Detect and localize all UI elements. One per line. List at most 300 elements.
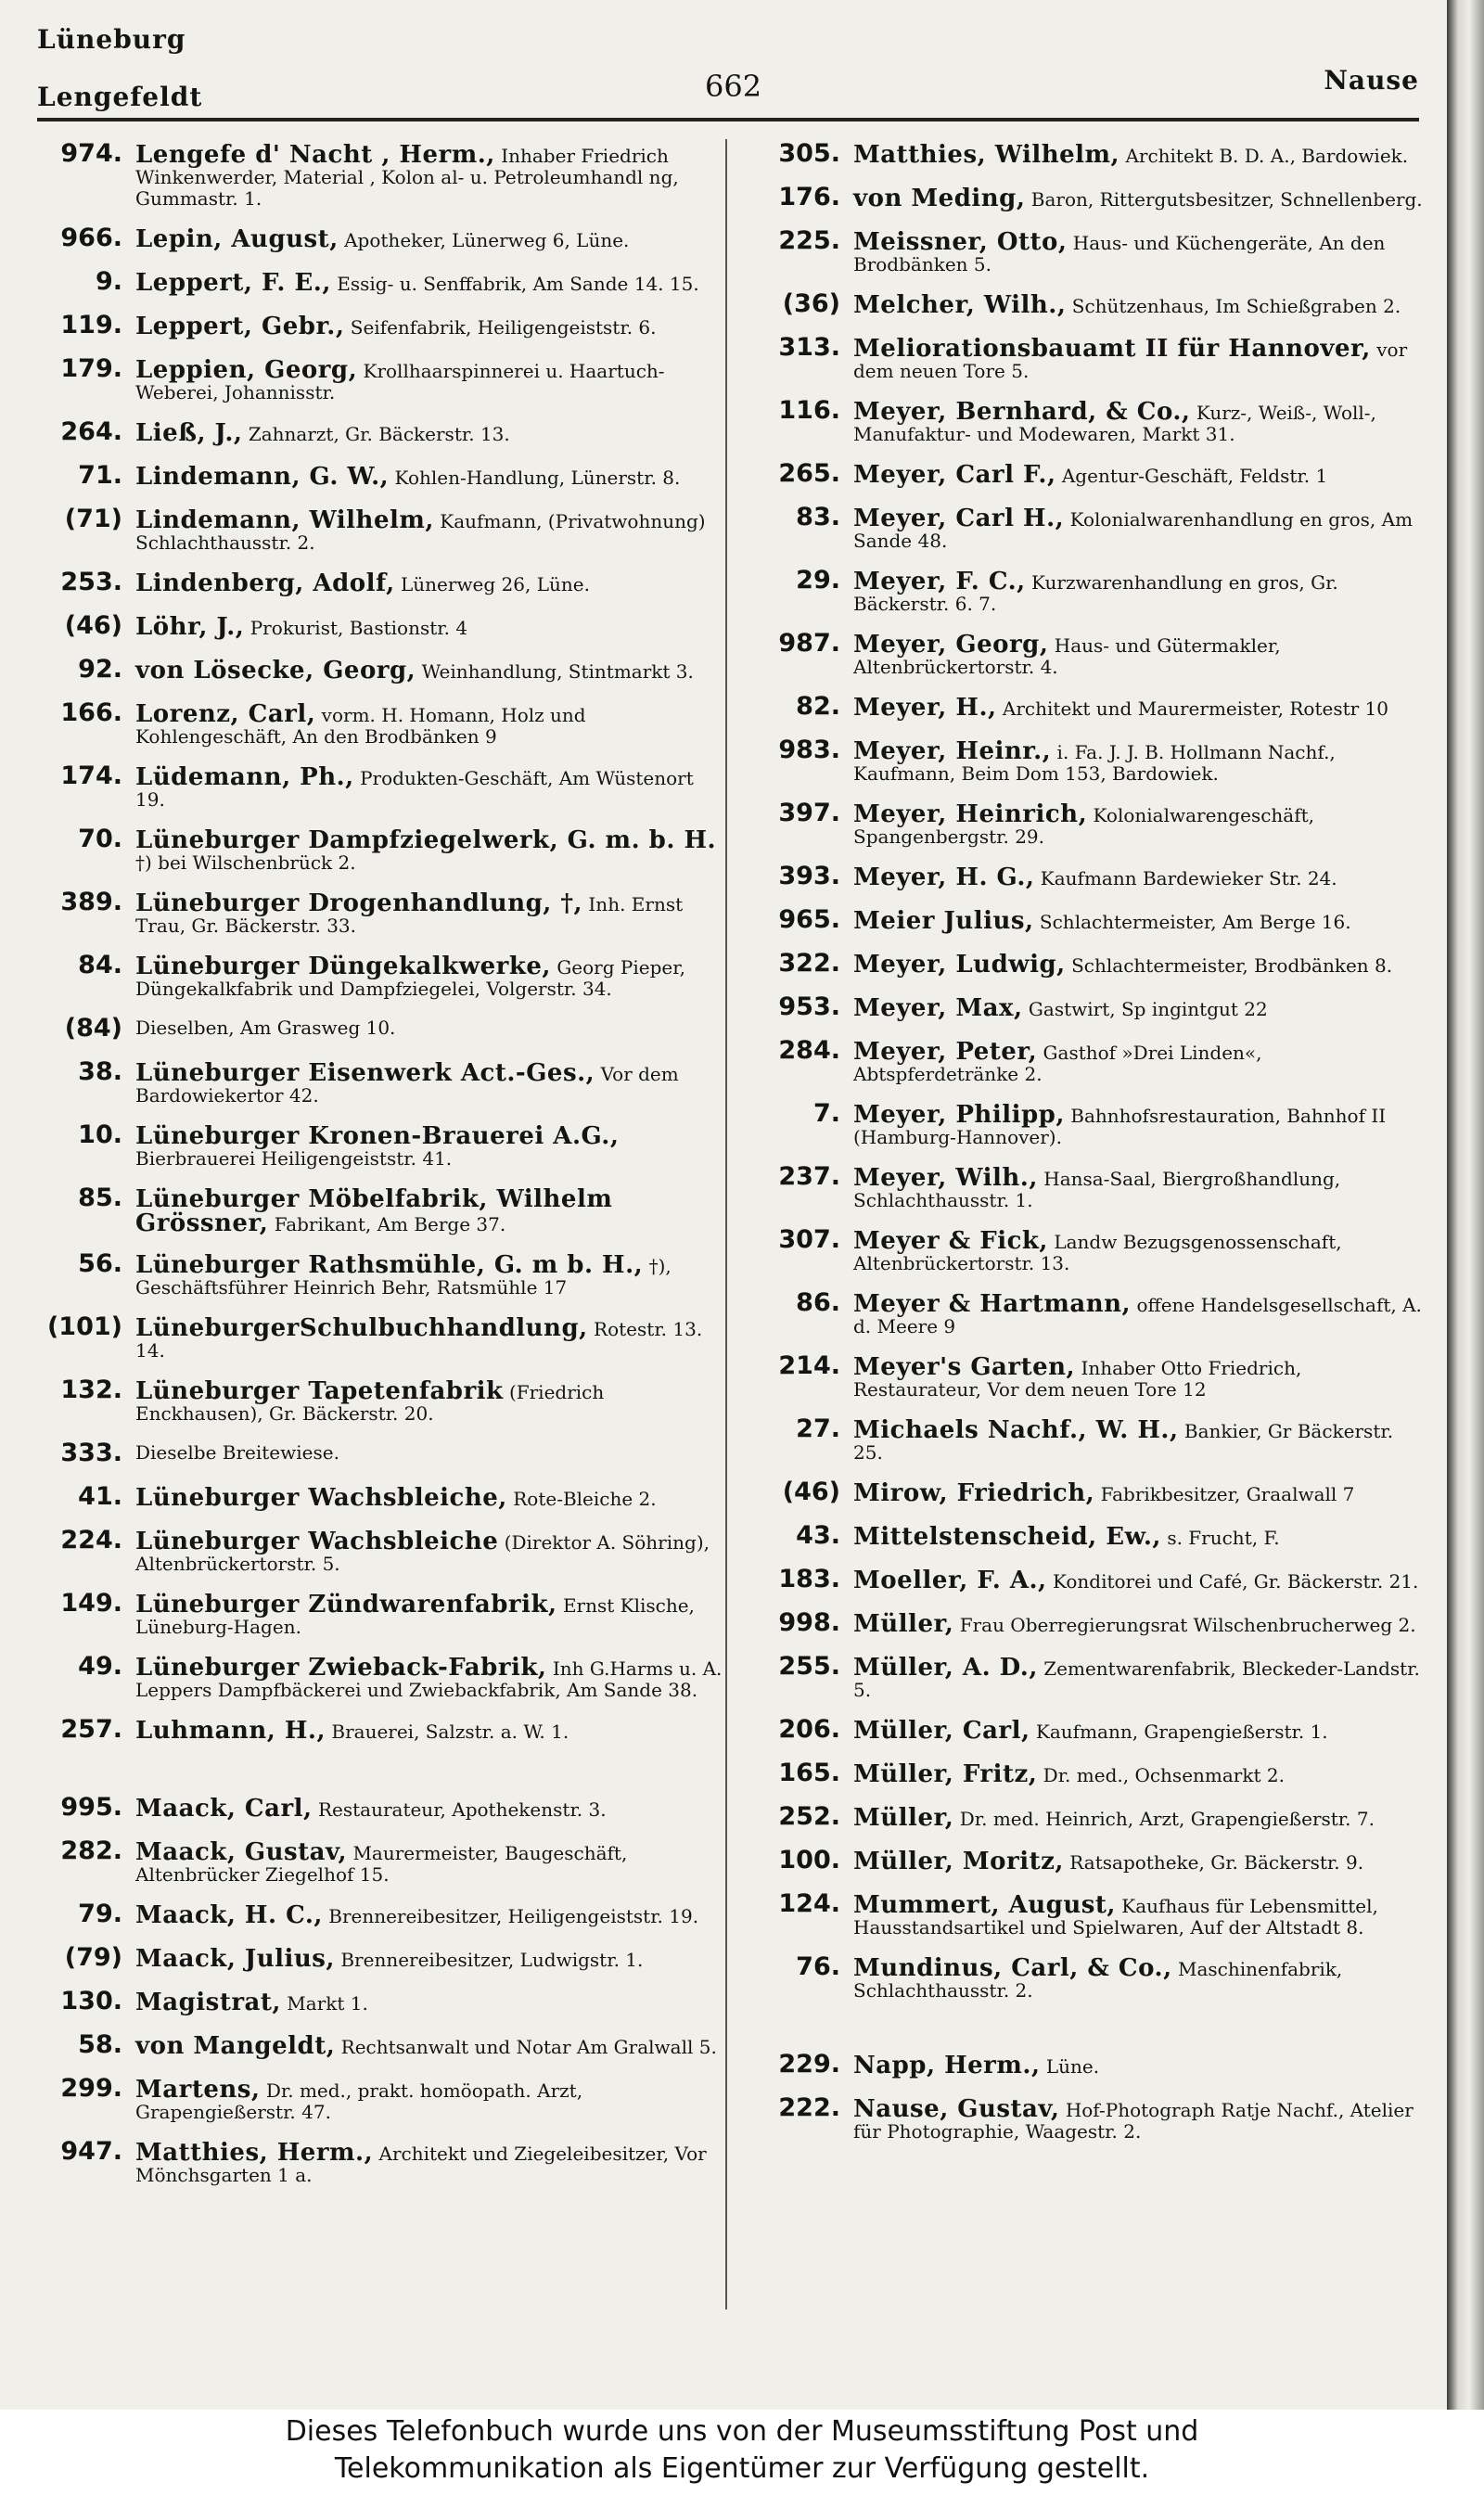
directory-entry bbox=[749, 503, 1426, 552]
entry-name: Meyer, Wilh., bbox=[853, 1164, 1038, 1192]
directory-entry bbox=[37, 1652, 723, 1701]
entry-details: Lüne. bbox=[1045, 2055, 1100, 2078]
entry-body bbox=[135, 825, 723, 874]
entry-details: Brennereibesitzer, Ludwigstr. 1. bbox=[340, 1949, 644, 1971]
entry-name: von Meding, bbox=[853, 185, 1026, 212]
directory-entry bbox=[749, 1565, 1426, 1594]
phone-number: 224. bbox=[60, 1526, 122, 1555]
entry-name: Maack, Gustav, bbox=[135, 1838, 348, 1866]
entry-name: Leppert, F. E., bbox=[135, 269, 331, 297]
entry-name: Lüneburger Eisenwerk Act.-Ges., bbox=[135, 1059, 595, 1087]
entry-body bbox=[853, 1099, 1426, 1148]
entry-body bbox=[853, 629, 1426, 678]
phone-number: 56. bbox=[78, 1249, 122, 1278]
entry-body bbox=[135, 1482, 723, 1510]
directory-entry bbox=[37, 655, 723, 685]
entry-details: Kaufhaus für Lebensmittel, Hausstandsartikel und Spielwaren, Auf der Altstadt 8. bbox=[853, 1895, 1378, 1938]
phone-number: (46) bbox=[782, 1478, 840, 1506]
entry-body bbox=[853, 1652, 1426, 1701]
phone-number: 974. bbox=[60, 139, 122, 168]
directory-entry bbox=[749, 862, 1426, 891]
directory-entry bbox=[749, 1288, 1426, 1337]
directory-entry bbox=[37, 761, 723, 811]
directory-entry bbox=[749, 1802, 1426, 1832]
entry-name: Meyer, Carl H., bbox=[853, 505, 1065, 532]
phone-number: 313. bbox=[778, 333, 840, 362]
entry-body bbox=[853, 799, 1426, 848]
entry-details: Inh G.Harms u. A. Leppers Dampfbäckerei und Zwiebackfabrik, Am Sande 38. bbox=[135, 1657, 723, 1701]
entry-name: Müller, A. D., bbox=[853, 1654, 1038, 1682]
footer-line-2: Telekommunikation als Eigentümer zur Verfügung gestellt. bbox=[334, 2452, 1150, 2485]
entry-body bbox=[853, 1288, 1426, 1337]
directory-entry bbox=[37, 1057, 723, 1107]
entry-name: Lüneburger Drogenhandlung, †, bbox=[135, 889, 583, 917]
entry-details: Bankier, Gr Bäckerstr. 25. bbox=[853, 1420, 1394, 1464]
entry-name: Lüneburger Rathsmühle, G. m b. H., bbox=[135, 1251, 644, 1279]
phone-number: 995. bbox=[60, 1793, 122, 1822]
entry-name: Löhr, J., bbox=[135, 613, 245, 641]
phone-number: 305. bbox=[778, 139, 840, 168]
directory-entry bbox=[749, 1225, 1426, 1274]
directory-entry bbox=[37, 1375, 723, 1425]
phone-number: 86. bbox=[796, 1288, 840, 1317]
entry-body bbox=[853, 1889, 1426, 1938]
phone-number: 130. bbox=[60, 1987, 122, 2015]
entry-body bbox=[853, 1225, 1426, 1274]
entry-details: Hof-Photograph Ratje Nachf., Atelier für Photographie, Waagestr. 2. bbox=[853, 2099, 1414, 2143]
directory-entry bbox=[37, 311, 723, 340]
entry-name: Lüneburger Wachsbleiche, bbox=[135, 1484, 507, 1512]
phone-number: 70. bbox=[78, 825, 122, 853]
entry-name: Lindenberg, Adolf, bbox=[135, 569, 395, 597]
footer-notice bbox=[0, 2410, 1484, 2495]
entry-body bbox=[135, 1057, 723, 1107]
phone-number: (84) bbox=[64, 1014, 122, 1043]
phone-number: 299. bbox=[60, 2074, 122, 2103]
directory-entry bbox=[749, 2050, 1426, 2079]
entry-body bbox=[853, 992, 1426, 1020]
entry-details: Dieselben, Am Grasweg 10. bbox=[135, 1017, 396, 1039]
entry-name: Michaels Nachf., W. H., bbox=[853, 1416, 1179, 1444]
entry-name: Lüdemann, Ph., bbox=[135, 763, 354, 791]
phone-number: 166. bbox=[60, 698, 122, 727]
entry-body bbox=[135, 139, 723, 210]
entry-name: Mundinus, Carl, & Co., bbox=[853, 1954, 1172, 1982]
directory-entry bbox=[37, 1184, 723, 1235]
entry-details: Maurermeister, Baugeschäft, Altenbrücker Ziegelhof 15. bbox=[135, 1842, 628, 1886]
phone-number: 38. bbox=[78, 1057, 122, 1086]
entry-name: Müller, bbox=[853, 1610, 954, 1638]
entry-name: Müller, bbox=[853, 1804, 954, 1832]
entry-name: Napp, Herm., bbox=[853, 2052, 1041, 2079]
entry-body bbox=[853, 1715, 1426, 1743]
entry-name: Müller, Carl, bbox=[853, 1717, 1030, 1745]
phone-number: (71) bbox=[64, 505, 122, 533]
entry-details: Zahnarzt, Gr. Bäckerstr. 13. bbox=[248, 423, 510, 445]
phone-number: (101) bbox=[46, 1312, 122, 1341]
city-heading: Lüneburg bbox=[37, 24, 186, 55]
entry-details: Inh. Ernst Trau, Gr. Bäckerstr. 33. bbox=[135, 893, 684, 937]
entry-name: Meyer, Heinrich, bbox=[853, 800, 1088, 828]
entry-details: Agentur-Geschäft, Feldstr. 1 bbox=[1061, 465, 1328, 487]
phone-number: 282. bbox=[60, 1836, 122, 1865]
entry-details: Inhaber Friedrich Winkenwerder, Material , Kolon al- u. Petroleumhandl ng, Gummastr. 1. bbox=[135, 145, 679, 210]
directory-entry bbox=[37, 461, 723, 491]
entry-name: Ließ, J., bbox=[135, 419, 243, 447]
directory-entry bbox=[749, 2093, 1426, 2143]
phone-number: 76. bbox=[796, 1952, 840, 1981]
entry-body bbox=[853, 566, 1426, 615]
entry-body bbox=[853, 1162, 1426, 1211]
directory-entry bbox=[749, 1162, 1426, 1211]
entry-name: Lüneburger Kronen-Brauerei A.G., bbox=[135, 1122, 620, 1150]
entry-details: Vor dem Bardowiekertor 42. bbox=[135, 1063, 679, 1107]
phone-number: 237. bbox=[778, 1162, 840, 1191]
phone-number: 229. bbox=[778, 2050, 840, 2079]
phone-number: 264. bbox=[60, 417, 122, 446]
entry-name: Lüneburger Dampfziegelwerk, G. m. b. H. bbox=[135, 826, 717, 854]
entry-details: Dr. med., prakt. homöopath. Arzt, Grapengießerstr. 47. bbox=[135, 2079, 583, 2123]
entry-details: Fabrikant, Am Berge 37. bbox=[274, 1213, 506, 1235]
entry-body bbox=[853, 289, 1426, 317]
directory-entry bbox=[37, 1120, 723, 1170]
entry-body bbox=[853, 1608, 1426, 1636]
directory-entry bbox=[37, 354, 723, 403]
phone-number: 100. bbox=[778, 1846, 840, 1874]
phone-number: 397. bbox=[778, 799, 840, 827]
entry-body bbox=[135, 354, 723, 403]
directory-entry bbox=[749, 1608, 1426, 1638]
directory-entry bbox=[749, 1759, 1426, 1788]
entry-details: Fabrikbesitzer, Graalwall 7 bbox=[1100, 1483, 1355, 1505]
entry-details: Zementwarenfabrik, Bleckeder-Landstr. 5. bbox=[853, 1657, 1420, 1701]
directory-entry bbox=[37, 1943, 723, 1973]
directory-entry bbox=[749, 799, 1426, 848]
entry-body bbox=[135, 1793, 723, 1821]
page-header bbox=[37, 24, 1419, 117]
directory-entry bbox=[37, 1715, 723, 1745]
phone-number: 252. bbox=[778, 1802, 840, 1831]
entry-body bbox=[853, 2050, 1426, 2078]
directory-entry bbox=[37, 505, 723, 554]
entry-name: Müller, Moritz, bbox=[853, 1848, 1064, 1875]
entry-body bbox=[853, 905, 1426, 933]
entry-name: Meyer & Hartmann, bbox=[853, 1290, 1132, 1318]
entry-name: Müller, Fritz, bbox=[853, 1760, 1038, 1788]
entry-body bbox=[853, 862, 1426, 889]
phone-number: 257. bbox=[60, 1715, 122, 1744]
directory-entry bbox=[749, 992, 1426, 1022]
entry-body bbox=[135, 951, 723, 1000]
phone-number: 92. bbox=[78, 655, 122, 684]
entry-body bbox=[853, 396, 1426, 445]
entry-body bbox=[853, 692, 1426, 720]
directory-entry bbox=[37, 2030, 723, 2060]
entry-details: Brennereibesitzer, Heiligengeiststr. 19. bbox=[328, 1905, 699, 1927]
entry-body bbox=[135, 1439, 723, 1464]
directory-entry bbox=[37, 1439, 723, 1468]
entry-name: Meyer, F. C., bbox=[853, 568, 1026, 595]
entry-name: Meier Julius, bbox=[853, 907, 1034, 935]
phone-number: 307. bbox=[778, 1225, 840, 1254]
phone-number: 389. bbox=[60, 888, 122, 916]
entry-details: †), Geschäftsführer Heinrich Behr, Ratsmühle 17 bbox=[135, 1255, 672, 1299]
phone-number: 947. bbox=[60, 2137, 122, 2166]
entry-body bbox=[135, 1900, 723, 1927]
phone-number: 183. bbox=[778, 1565, 840, 1593]
entry-details: Schützenhaus, Im Schießgraben 2. bbox=[1071, 295, 1401, 317]
directory-entry bbox=[37, 611, 723, 641]
entry-body bbox=[135, 505, 723, 554]
entry-name: Maack, H. C., bbox=[135, 1901, 323, 1929]
entry-details: Essig- u. Senffabrik, Am Sande 14. 15. bbox=[337, 273, 699, 295]
entry-details: Bierbrauerei Heiligengeiststr. 41. bbox=[135, 1147, 453, 1170]
directory-entry bbox=[37, 698, 723, 748]
directory-entry bbox=[749, 1478, 1426, 1507]
entry-details: Kolonialwarengeschäft, Spangenbergstr. 29. bbox=[853, 804, 1315, 848]
entry-name: Lengefe d' Nacht , Herm., bbox=[135, 141, 495, 169]
entry-body bbox=[853, 1759, 1426, 1786]
entry-name: Maack, Julius, bbox=[135, 1945, 335, 1973]
entry-name: Meyer, Max, bbox=[853, 994, 1023, 1022]
entry-body bbox=[135, 2030, 723, 2058]
directory-entry bbox=[749, 905, 1426, 935]
directory-entry bbox=[37, 2137, 723, 2186]
directory-entry bbox=[749, 139, 1426, 169]
entry-name: von Lösecke, Georg, bbox=[135, 657, 416, 685]
entry-details: Gastwirt, Sp ingintgut 22 bbox=[1028, 998, 1268, 1020]
directory-entry bbox=[37, 1987, 723, 2016]
entry-name: Lepin, August, bbox=[135, 225, 339, 253]
directory-entry bbox=[749, 1952, 1426, 2002]
entry-details: Rechtsanwalt und Notar Am Gralwall 5. bbox=[340, 2036, 717, 2058]
entry-name: LüneburgerSchulbuchhandlung, bbox=[135, 1314, 588, 1342]
entry-body bbox=[135, 1526, 723, 1575]
entry-details: Baron, Rittergutsbesitzer, Schnellenberg. bbox=[1030, 188, 1423, 211]
entry-body bbox=[853, 226, 1426, 275]
entry-body bbox=[853, 183, 1426, 211]
phone-number: 49. bbox=[78, 1652, 122, 1681]
phone-number: 84. bbox=[78, 951, 122, 979]
phone-number: 124. bbox=[778, 1889, 840, 1918]
phone-number: 206. bbox=[778, 1715, 840, 1744]
directory-entry bbox=[749, 1414, 1426, 1464]
directory-entry bbox=[749, 226, 1426, 275]
entry-body bbox=[853, 1521, 1426, 1549]
entry-details: i. Fa. J. J. B. Hollmann Nachf., Kaufmann, Beim Dom 153, Bardowiek. bbox=[853, 741, 1336, 785]
page-number: 662 bbox=[705, 69, 762, 104]
left-column bbox=[37, 139, 723, 2200]
entry-body bbox=[853, 503, 1426, 552]
phone-number: 284. bbox=[778, 1036, 840, 1065]
directory-entry bbox=[37, 888, 723, 937]
entry-body bbox=[135, 698, 723, 748]
entry-details: Maschinenfabrik, Schlachthausstr. 2. bbox=[853, 1958, 1343, 2002]
entry-body bbox=[853, 1802, 1426, 1830]
phone-number: 255. bbox=[778, 1652, 840, 1681]
entry-body bbox=[135, 1014, 723, 1039]
entry-name: Meyer, Bernhard, & Co., bbox=[853, 398, 1191, 426]
directory-entry bbox=[749, 629, 1426, 678]
guide-word-right: Nause bbox=[1324, 65, 1419, 96]
entry-details: vor dem neuen Tore 5. bbox=[853, 339, 1408, 382]
directory-entry bbox=[749, 183, 1426, 212]
directory-entry bbox=[37, 1014, 723, 1043]
entry-name: Meliorationsbauamt II für Hannover, bbox=[853, 335, 1371, 363]
directory-entry bbox=[749, 1715, 1426, 1745]
directory-entry bbox=[749, 1889, 1426, 1938]
entry-details: Dr. med. Heinrich, Arzt, Grapengießerstr. 7. bbox=[959, 1808, 1375, 1830]
entry-name: Lindemann, Wilhelm, bbox=[135, 506, 434, 534]
directory-entry bbox=[749, 1521, 1426, 1551]
entry-name: Meyer, Peter, bbox=[853, 1038, 1038, 1066]
phone-number: (46) bbox=[64, 611, 122, 640]
directory-entry bbox=[37, 2074, 723, 2123]
entry-details: Bahnhofsrestauration, Bahnhof II (Hamburg-Hannover). bbox=[853, 1105, 1387, 1148]
directory-entry bbox=[749, 396, 1426, 445]
entry-details: Haus- und Gütermakler, Altenbrückertorstr. 4. bbox=[853, 634, 1281, 678]
entry-body bbox=[135, 461, 723, 489]
entry-body bbox=[135, 1249, 723, 1299]
entry-body bbox=[135, 1120, 723, 1170]
entry-name: Magistrat, bbox=[135, 1989, 281, 2016]
entry-name: Mittelstenscheid, Ew., bbox=[853, 1523, 1161, 1551]
entry-body bbox=[135, 1715, 723, 1743]
entry-body bbox=[135, 568, 723, 595]
directory-entry bbox=[749, 1652, 1426, 1701]
entry-name: Meyer, Philipp, bbox=[853, 1101, 1065, 1129]
entry-body bbox=[135, 655, 723, 683]
entry-name: Lüneburger Wachsbleiche bbox=[135, 1528, 499, 1555]
phone-number: 7. bbox=[812, 1099, 840, 1128]
entry-body bbox=[135, 1375, 723, 1425]
entry-details: Schlachtermeister, Am Berge 16. bbox=[1039, 911, 1351, 933]
directory-entry bbox=[749, 459, 1426, 489]
phone-number: 987. bbox=[778, 629, 840, 658]
directory-entry bbox=[749, 1036, 1426, 1085]
directory-entry bbox=[749, 692, 1426, 722]
entry-body bbox=[135, 1652, 723, 1701]
entry-name: Mirow, Friedrich, bbox=[853, 1479, 1095, 1507]
entry-details: Georg Pieper, Düngekalkfabrik und Dampfziegelei, Volgerstr. 34. bbox=[135, 956, 685, 1000]
entry-name: Lüneburger Zwieback-Fabrik, bbox=[135, 1654, 547, 1682]
entry-body bbox=[135, 1312, 723, 1362]
directory-entry bbox=[749, 949, 1426, 979]
directory-entry bbox=[749, 566, 1426, 615]
entry-details: Rotestr. 13. 14. bbox=[135, 1318, 703, 1362]
entry-details: Kohlen-Handlung, Lünerstr. 8. bbox=[394, 467, 681, 489]
entry-name: Lüneburger Möbelfabrik, Wilhelm Grössner, bbox=[135, 1185, 613, 1237]
entry-name: Leppert, Gebr., bbox=[135, 313, 345, 340]
entry-body bbox=[135, 1987, 723, 2015]
entry-name: Lüneburger Zündwarenfabrik, bbox=[135, 1591, 557, 1619]
directory-entry bbox=[37, 1589, 723, 1638]
entry-body bbox=[135, 2137, 723, 2186]
directory-entry bbox=[37, 417, 723, 447]
phone-number: 43. bbox=[796, 1521, 840, 1550]
entry-details: Gasthof »Drei Linden«, Abtspferdetränke 2. bbox=[853, 1042, 1262, 1085]
entry-details: Ratsapotheke, Gr. Bäckerstr. 9. bbox=[1069, 1851, 1364, 1874]
entry-details: Kaufmann Bardewieker Str. 24. bbox=[1040, 867, 1337, 889]
entry-details: Architekt B. D. A., Bardowiek. bbox=[1125, 145, 1409, 167]
entry-details: Frau Oberregierungsrat Wilschenbrucherweg 2. bbox=[959, 1614, 1416, 1636]
entry-body bbox=[135, 1184, 723, 1235]
entry-body bbox=[853, 1565, 1426, 1593]
directory-entry bbox=[37, 139, 723, 210]
directory-entry bbox=[749, 1846, 1426, 1875]
phone-number: 998. bbox=[778, 1608, 840, 1637]
phone-number: 983. bbox=[778, 736, 840, 764]
phone-number: 41. bbox=[78, 1482, 122, 1511]
phone-number: 265. bbox=[778, 459, 840, 488]
phone-number: 116. bbox=[778, 396, 840, 425]
entry-body bbox=[135, 417, 723, 445]
entry-name: Moeller, F. A., bbox=[853, 1567, 1047, 1594]
entry-details: vorm. H. Homann, Holz und Kohlengeschäft, An den Brodbänken 9 bbox=[135, 704, 586, 748]
entry-body bbox=[853, 1414, 1426, 1464]
entry-name: Mummert, August, bbox=[853, 1891, 1116, 1919]
directory-entry bbox=[37, 224, 723, 253]
entry-details: Brauerei, Salzstr. a. W. 1. bbox=[331, 1721, 569, 1743]
phone-number: 222. bbox=[778, 2093, 840, 2122]
entry-details: Schlachtermeister, Brodbänken 8. bbox=[1071, 954, 1393, 977]
entry-body bbox=[853, 1036, 1426, 1085]
entry-details: Produkten-Geschäft, Am Wüstenort 19. bbox=[135, 767, 694, 811]
footer-line-1: Dieses Telefonbuch wurde uns von der Museumsstiftung Post und bbox=[285, 2415, 1199, 2448]
directory-entry bbox=[37, 568, 723, 597]
phone-number: 333. bbox=[60, 1439, 122, 1467]
entry-name: Melcher, Wilh., bbox=[853, 291, 1067, 319]
entry-name: Luhmann, H., bbox=[135, 1717, 326, 1745]
entry-details: Apotheker, Lünerweg 6, Lüne. bbox=[344, 229, 630, 251]
directory-entry bbox=[749, 1351, 1426, 1401]
directory-entry bbox=[37, 1249, 723, 1299]
entry-name: Matthies, Herm., bbox=[135, 2139, 374, 2167]
entry-details: Rote-Bleiche 2. bbox=[513, 1488, 657, 1510]
phone-number: 29. bbox=[796, 566, 840, 595]
phone-number: 393. bbox=[778, 862, 840, 890]
phone-number: 82. bbox=[796, 692, 840, 721]
directory-entry bbox=[749, 289, 1426, 319]
entry-name: Lorenz, Carl, bbox=[135, 700, 316, 728]
entry-body bbox=[135, 311, 723, 339]
header-rule bbox=[37, 118, 1419, 122]
entry-name: Matthies, Wilhelm, bbox=[853, 141, 1120, 169]
entry-name: Meyer, Ludwig, bbox=[853, 951, 1066, 979]
entry-details: Markt 1. bbox=[287, 1992, 368, 2015]
entry-body bbox=[135, 1589, 723, 1638]
entry-body bbox=[135, 888, 723, 937]
entry-details: Dr. med., Ochsenmarkt 2. bbox=[1043, 1764, 1285, 1786]
entry-details: offene Handelsgesellschaft, A. d. Meere 9 bbox=[853, 1294, 1422, 1337]
directory-entry bbox=[37, 1482, 723, 1512]
phone-number: 132. bbox=[60, 1375, 122, 1404]
entry-details: Kolonialwarenhandlung en gros, Am Sande 48. bbox=[853, 508, 1414, 552]
entry-body bbox=[853, 1952, 1426, 2002]
entry-details: Architekt und Ziegeleibesitzer, Vor Mönchsgarten 1 a. bbox=[135, 2143, 707, 2186]
page-edge bbox=[1447, 0, 1484, 2410]
entry-body bbox=[135, 267, 723, 295]
entry-name: von Mangeldt, bbox=[135, 2032, 336, 2060]
directory-entry bbox=[749, 333, 1426, 382]
directory-entry bbox=[749, 736, 1426, 785]
entry-body bbox=[853, 333, 1426, 382]
guide-word-left: Lengefeldt bbox=[37, 82, 203, 112]
entry-details: Prokurist, Bastionstr. 4 bbox=[249, 617, 468, 639]
entry-name: Leppien, Georg, bbox=[135, 356, 358, 384]
phone-number: 83. bbox=[796, 503, 840, 531]
entry-body bbox=[853, 1478, 1426, 1505]
